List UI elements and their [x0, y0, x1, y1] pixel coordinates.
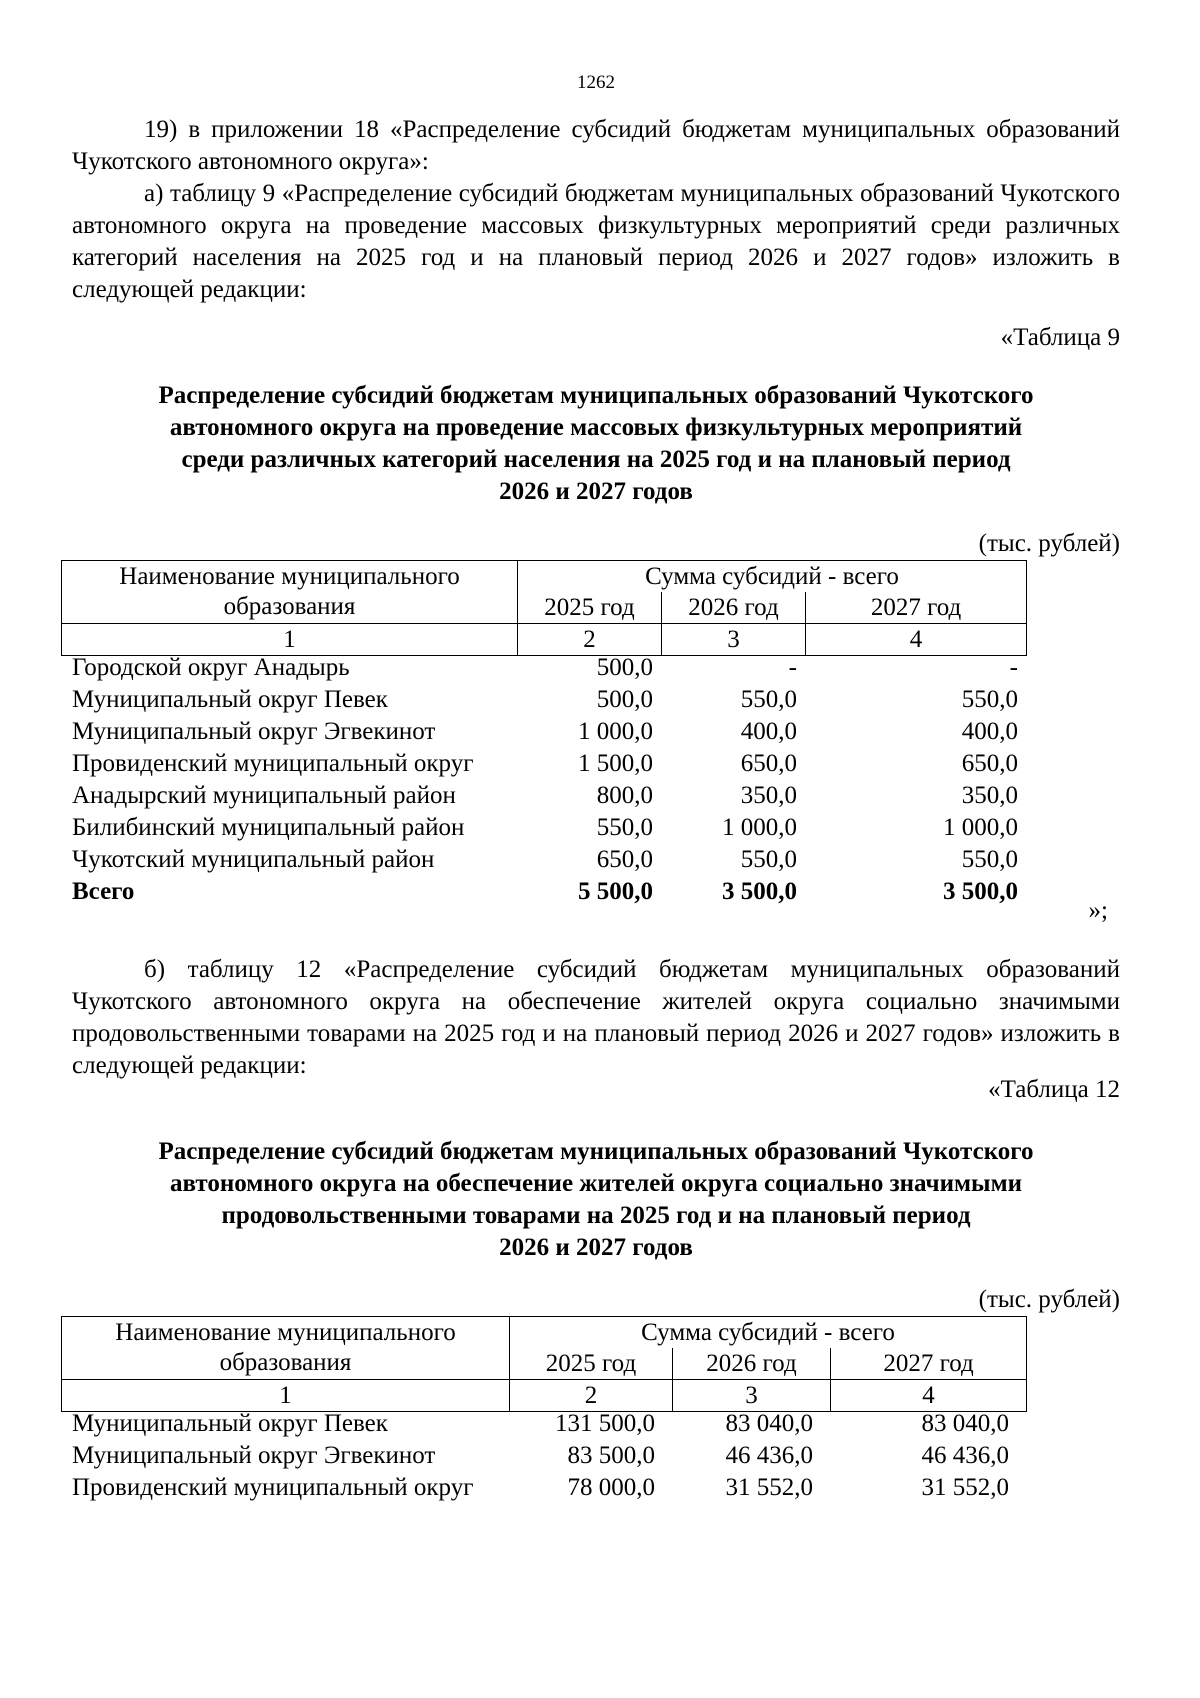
table12-column-number: 4 [831, 1380, 1027, 1412]
table9-title-line: среди различных категорий населения на 2025 год и на плановый период [181, 446, 1011, 473]
row-value-2027: 1 000,0 [943, 814, 1018, 841]
table9-column-number: 4 [806, 624, 1027, 656]
row-value-2026: - [788, 654, 797, 681]
row-name: Муниципальный округ Певек [72, 1410, 388, 1437]
table12-label: «Таблица 12 [988, 1076, 1120, 1103]
row-value-2026: 46 436,0 [725, 1442, 813, 1469]
row-name: Чукотский муниципальный район [72, 846, 435, 873]
table9-closing-quote: »; [1088, 897, 1108, 924]
table12-column-number: 3 [673, 1380, 831, 1412]
row-name: Муниципальный округ Эгвекинот [72, 718, 436, 745]
row-value-2025: 650,0 [596, 846, 653, 873]
row-value-2026: 550,0 [740, 846, 797, 873]
row-value-2026: 650,0 [740, 750, 797, 777]
row-value-2026: 31 552,0 [725, 1474, 813, 1501]
table9-title-line: Распределение субсидий бюджетам муниципальных образований Чукотского [158, 382, 1034, 409]
table9-title-line: 2026 и 2027 годов [499, 478, 693, 505]
table12-title-line: 2026 и 2027 годов [499, 1234, 693, 1261]
table9-header-sum: Сумма субсидий - всего [518, 561, 1027, 593]
row-value-2027: 550,0 [961, 686, 1018, 713]
row-value-2027: 31 552,0 [921, 1474, 1009, 1501]
table12-title-line: продовольственными товарами на 2025 год и на плановый период [221, 1202, 971, 1229]
table-row [72, 780, 1120, 812]
row-value-2026: 350,0 [740, 782, 797, 809]
table-row [72, 1408, 1120, 1440]
row-value-2027: 46 436,0 [921, 1442, 1009, 1469]
total-value-2027: 3 500,0 [943, 878, 1018, 905]
row-value-2027: 650,0 [961, 750, 1018, 777]
row-value-2027: 400,0 [961, 718, 1018, 745]
table-row [72, 812, 1120, 844]
row-value-2025: 500,0 [596, 686, 653, 713]
table9-label: «Таблица 9 [1000, 324, 1120, 351]
table9-header-year: 2026 год [662, 592, 806, 624]
row-value-2027: 550,0 [961, 846, 1018, 873]
row-value-2026: 1 000,0 [722, 814, 797, 841]
table9-header-year: 2027 год [806, 592, 1027, 624]
table-row [72, 652, 1120, 684]
page-number: 1262 [577, 72, 615, 93]
table9-header-name: Наименование муниципального образования [62, 561, 518, 624]
table9-units: (тыс. рублей) [978, 530, 1120, 557]
row-value-2026: 550,0 [740, 686, 797, 713]
row-value-2025: 800,0 [596, 782, 653, 809]
total-value-2026: 3 500,0 [722, 878, 797, 905]
row-value-2025: 1 500,0 [578, 750, 653, 777]
table9-column-number: 3 [662, 624, 806, 656]
table-row [72, 1440, 1120, 1472]
row-value-2027: 350,0 [961, 782, 1018, 809]
row-name: Муниципальный округ Эгвекинот [72, 1442, 436, 1469]
paragraph-b [72, 954, 1120, 1082]
table12-column-number: 2 [510, 1380, 673, 1412]
table12-body [72, 1408, 1120, 1504]
table12-header [61, 1316, 1027, 1412]
table9-title [72, 380, 1120, 508]
row-value-2027: - [1009, 654, 1018, 681]
table12-title-line: автономного округа на обеспечение жителей округа социально значимыми [169, 1170, 1023, 1197]
row-value-2026: 400,0 [740, 718, 797, 745]
table12-header-year: 2026 год [673, 1348, 831, 1380]
table9-body [72, 652, 1120, 908]
row-name: Билибинский муниципальный район [72, 814, 465, 841]
table-row [72, 1472, 1120, 1504]
row-name: Городской округ Анадырь [72, 654, 350, 681]
intro-paragraph-19-text: 19) в приложении 18 «Распределение субсидий бюджетам муниципальных образований Чукотского автономного округа»: [72, 116, 1120, 175]
row-value-2025: 131 500,0 [555, 1410, 655, 1437]
table-row [72, 844, 1120, 876]
table9-title-line: автономного округа на проведение массовых физкультурных мероприятий [169, 414, 1023, 441]
table12-title-line: Распределение субсидий бюджетам муниципальных образований Чукотского [158, 1138, 1034, 1165]
row-value-2026: 83 040,0 [725, 1410, 813, 1437]
paragraph-b-text: б) таблицу 12 «Распределение субсидий бюджетам муниципальных образований Чукотского автономного округа на обеспечение жителей округа социально значимыми продовольственными товарами на 2025 год и на плановый период 2026 и 2027 годов» изложить в следующей редакции: [72, 956, 1120, 1079]
row-name: Провиденский муниципальный округ [72, 750, 474, 777]
table-row [72, 716, 1120, 748]
intro-paragraph-a-text: а) таблицу 9 «Распределение субсидий бюджетам муниципальных образований Чукотского автономного округа на проведение массовых физкультурных мероприятий среди различных категорий населения на 2025 год и на плановый период 2026 и 2027 годов» изложить в следующей редакции: [72, 180, 1120, 303]
total-value-2025: 5 500,0 [578, 878, 653, 905]
table12-header-year: 2025 год [510, 1348, 673, 1380]
table-total-row [72, 876, 1120, 908]
table9-column-number: 1 [62, 624, 518, 656]
intro-paragraph-a [72, 178, 1120, 306]
row-name: Провиденский муниципальный округ [72, 1474, 474, 1501]
table9-header-year: 2025 год [518, 592, 662, 624]
row-value-2025: 78 000,0 [567, 1474, 655, 1501]
row-value-2025: 500,0 [596, 654, 653, 681]
row-name: Анадырский муниципальный район [72, 782, 456, 809]
row-value-2025: 550,0 [596, 814, 653, 841]
row-value-2027: 83 040,0 [921, 1410, 1009, 1437]
row-name: Муниципальный округ Певек [72, 686, 388, 713]
table12-header-name: Наименование муниципального образования [62, 1317, 510, 1380]
table9-column-number: 2 [518, 624, 662, 656]
row-value-2025: 1 000,0 [578, 718, 653, 745]
table-row [72, 748, 1120, 780]
table12-title [72, 1136, 1120, 1264]
table12-units: (тыс. рублей) [978, 1286, 1120, 1313]
total-label: Всего [72, 878, 135, 905]
row-value-2025: 83 500,0 [567, 1442, 655, 1469]
table12-header-sum: Сумма субсидий - всего [510, 1317, 1027, 1349]
intro-paragraph-19 [72, 114, 1120, 178]
table12-header-year: 2027 год [831, 1348, 1027, 1380]
table12-column-number: 1 [62, 1380, 510, 1412]
table9-header [61, 560, 1027, 656]
table-row [72, 684, 1120, 716]
